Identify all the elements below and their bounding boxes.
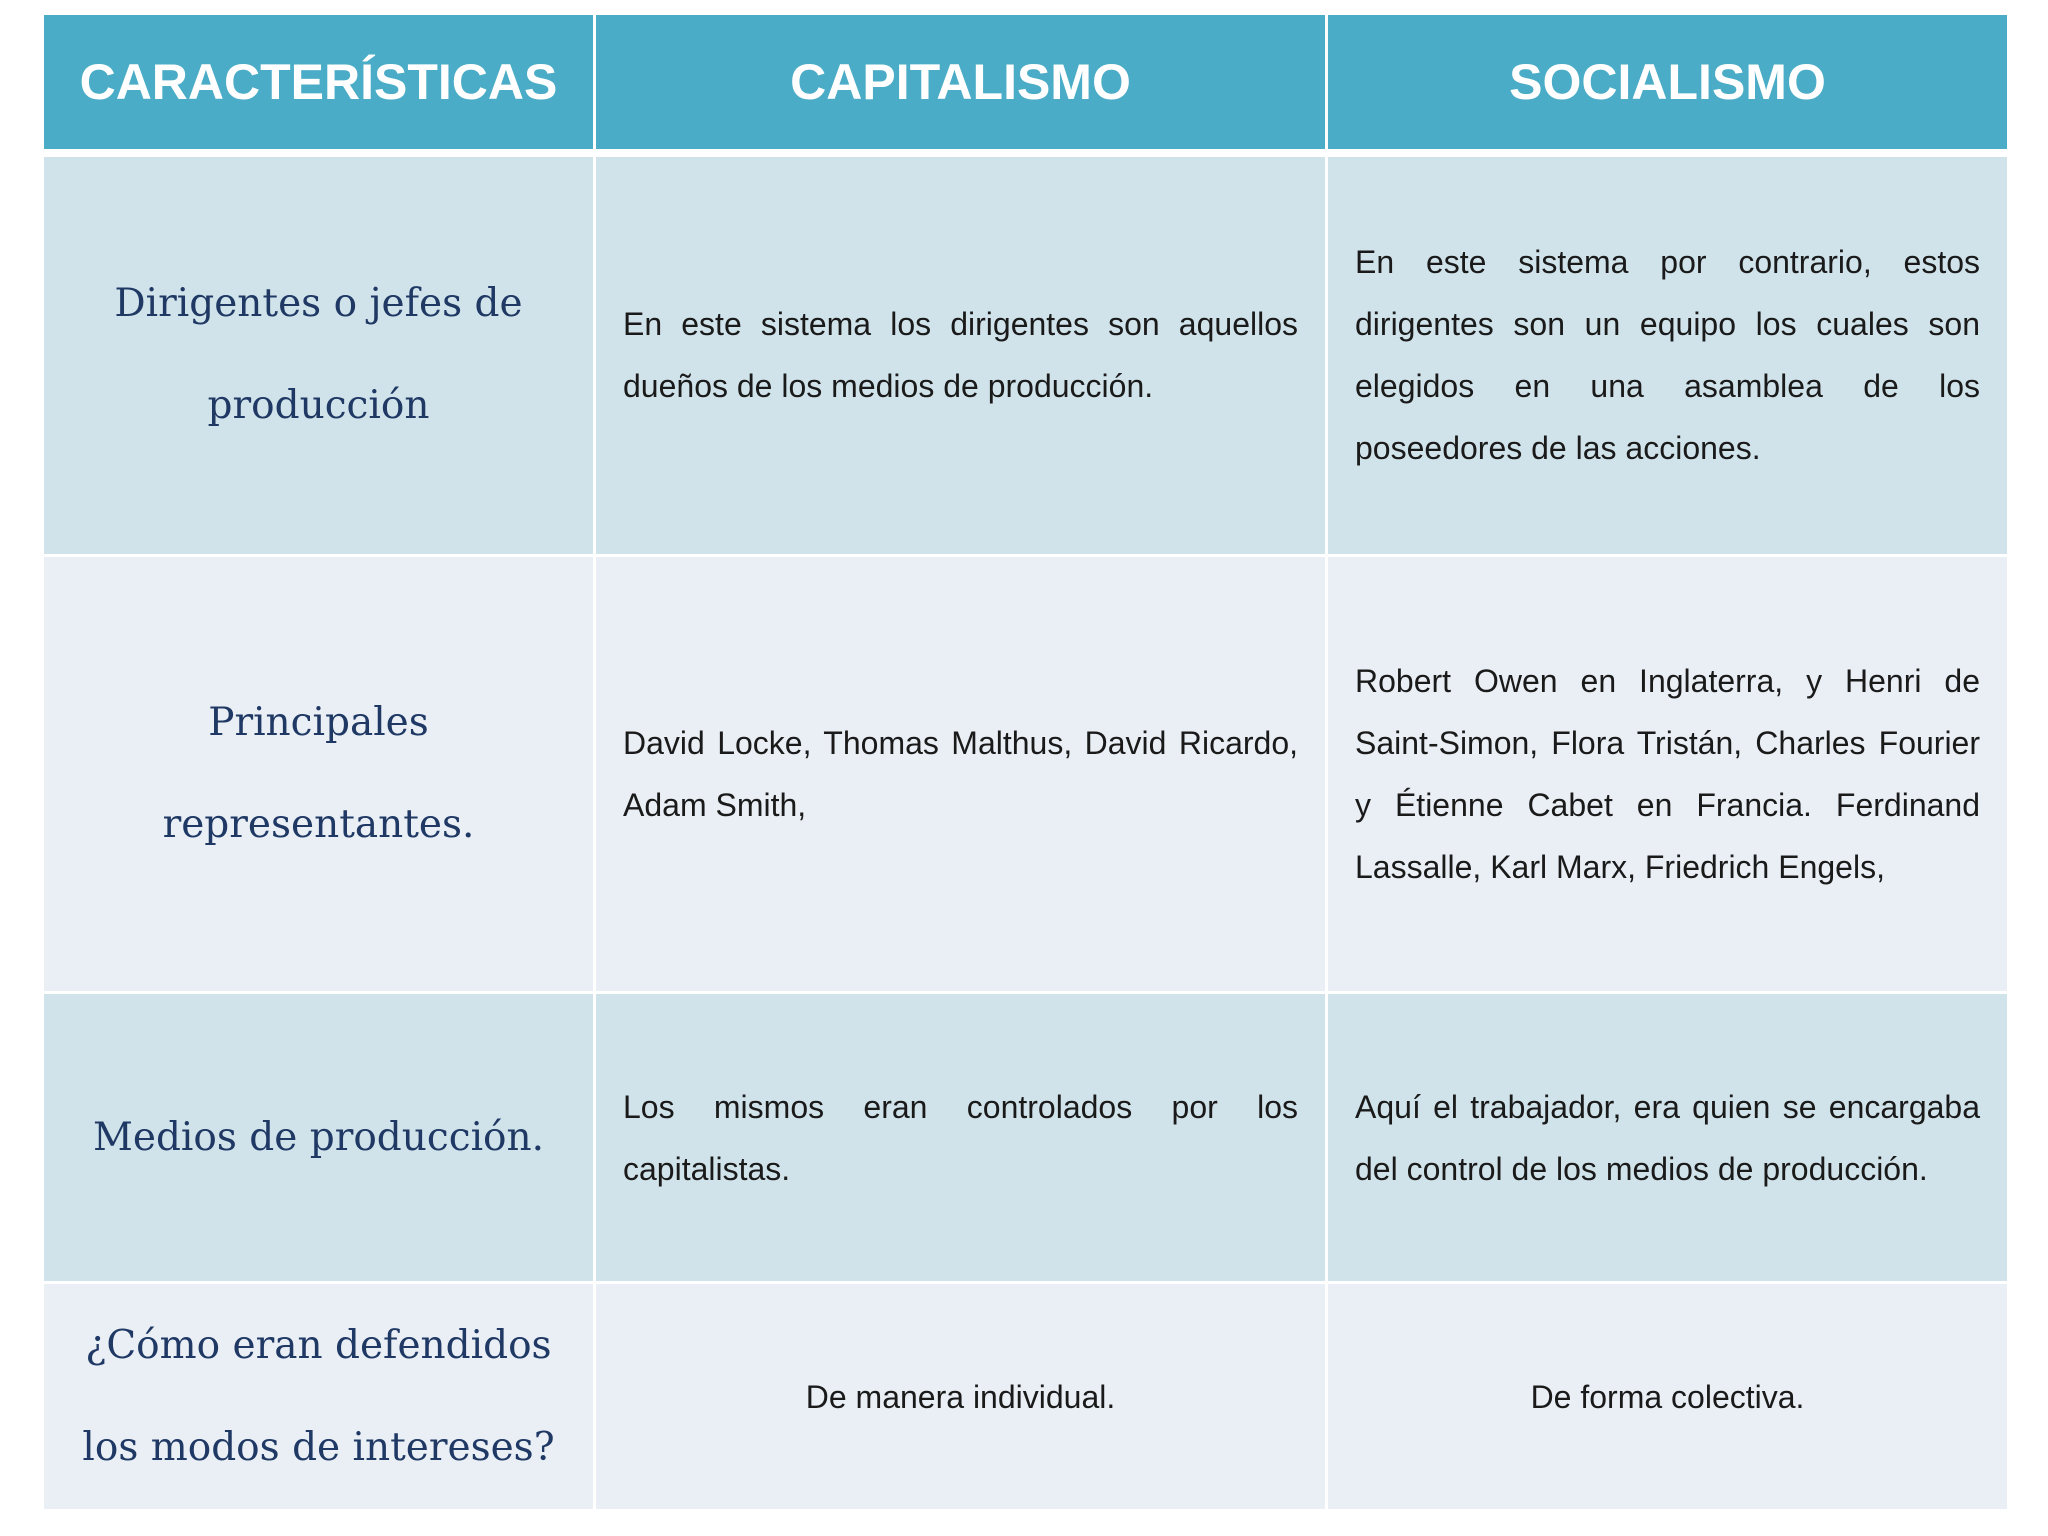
feature-cell: Medios de producción. [43, 993, 595, 1283]
capitalismo-cell: En este sistema los dirigentes son aquellos dueños de los medios de producción. [595, 153, 1327, 556]
table-row [43, 993, 2009, 1283]
capitalismo-cell: David Locke, Thomas Malthus, David Ricardo, Adam Smith, [595, 556, 1327, 993]
table-row [43, 556, 2009, 993]
feature-cell: Dirigentes o jefes de producción [43, 153, 595, 556]
socialismo-cell: De forma colectiva. [1327, 1283, 2009, 1511]
comparison-table [41, 12, 2010, 1512]
header-capitalismo: CAPITALISMO [595, 14, 1327, 153]
header-caracteristicas: CARACTERÍSTICAS [43, 14, 595, 153]
feature-cell: Principales representantes. [43, 556, 595, 993]
header-row [43, 14, 2009, 153]
socialismo-cell: En este sistema por contrario, estos dirigentes son un equipo los cuales son elegidos en una asamblea de los poseedores de las acciones. [1327, 153, 2009, 556]
table-row [43, 1283, 2009, 1511]
socialismo-cell: Robert Owen en Inglaterra, y Henri de Saint-Simon, Flora Tristán, Charles Fourier y Étienne Cabet en Francia. Ferdinand Lassalle, Karl Marx, Friedrich Engels, [1327, 556, 2009, 993]
feature-cell: ¿Cómo eran defendidos los modos de intereses? [43, 1283, 595, 1511]
table-body [43, 153, 2009, 1511]
capitalismo-cell: Los mismos eran controlados por los capitalistas. [595, 993, 1327, 1283]
table-header [43, 14, 2009, 153]
header-socialismo: SOCIALISMO [1327, 14, 2009, 153]
socialismo-cell: Aquí el trabajador, era quien se encargaba del control de los medios de producción. [1327, 993, 2009, 1283]
capitalismo-cell: De manera individual. [595, 1283, 1327, 1511]
table-row [43, 153, 2009, 556]
